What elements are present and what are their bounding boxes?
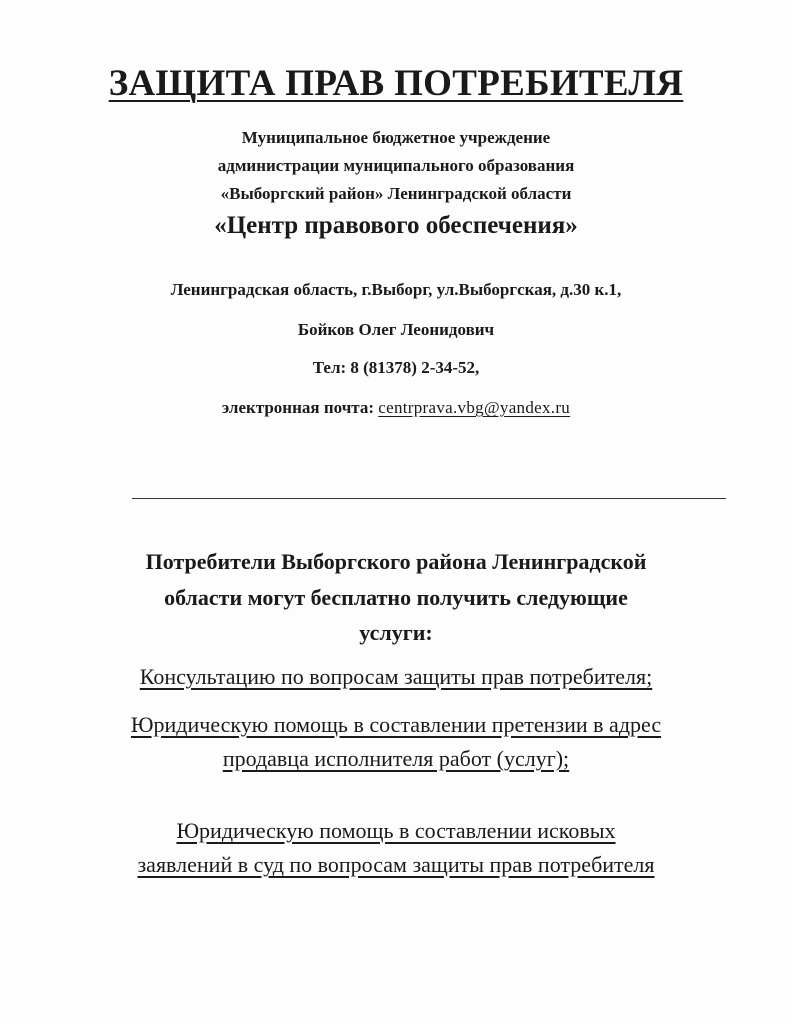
intro-line-2: области могут бесплатно получить следующие — [164, 585, 628, 610]
page-title-text: ЗАЩИТА ПРАВ ПОТРЕБИТЕЛЯ — [108, 63, 684, 104]
intro-line-1: Потребители Выборгского района Ленинградской — [145, 549, 647, 574]
service-item-1 — [0, 660, 792, 694]
service-item-2-line-2 — [0, 742, 792, 776]
divider — [132, 498, 726, 499]
email-link[interactable]: centrprava.vbg@yandex.ru — [378, 398, 571, 417]
org-line-2: администрации муниципального образования — [217, 156, 575, 175]
service-item-2-text-1: Юридическую помощь в составлении претензии в адрес — [130, 712, 662, 737]
service-item-3-line-1 — [0, 814, 792, 848]
org-line-1: Муниципальное бюджетное учреждение — [241, 128, 551, 147]
service-item-3-text-2: заявлений в суд по вопросам защиты прав потребителя — [137, 852, 655, 877]
page-title — [0, 62, 792, 105]
head-name: Бойков Олег Леонидович — [297, 320, 495, 339]
service-item-2-line-1 — [0, 708, 792, 742]
email-label: электронная почта: — [221, 398, 375, 417]
org-line-3: «Выборгский район» Ленинградской области — [220, 184, 572, 203]
intro-line-3: услуги: — [359, 620, 433, 645]
service-item-3-line-2 — [0, 848, 792, 882]
service-item-3-text-1: Юридическую помощь в составлении исковых — [176, 818, 616, 843]
address: Ленинградская область, г.Выборг, ул.Выборгская, д.30 к.1, — [170, 280, 622, 299]
service-item-1-text: Консультацию по вопросам защиты прав потребителя; — [139, 664, 653, 689]
email-line — [0, 398, 792, 418]
org-name: «Центр правового обеспечения» — [214, 212, 578, 239]
phone: Тел: 8 (81378) 2-34-52, — [312, 358, 480, 377]
service-item-2-text-2: продавца исполнителя работ (услуг); — [222, 746, 570, 771]
